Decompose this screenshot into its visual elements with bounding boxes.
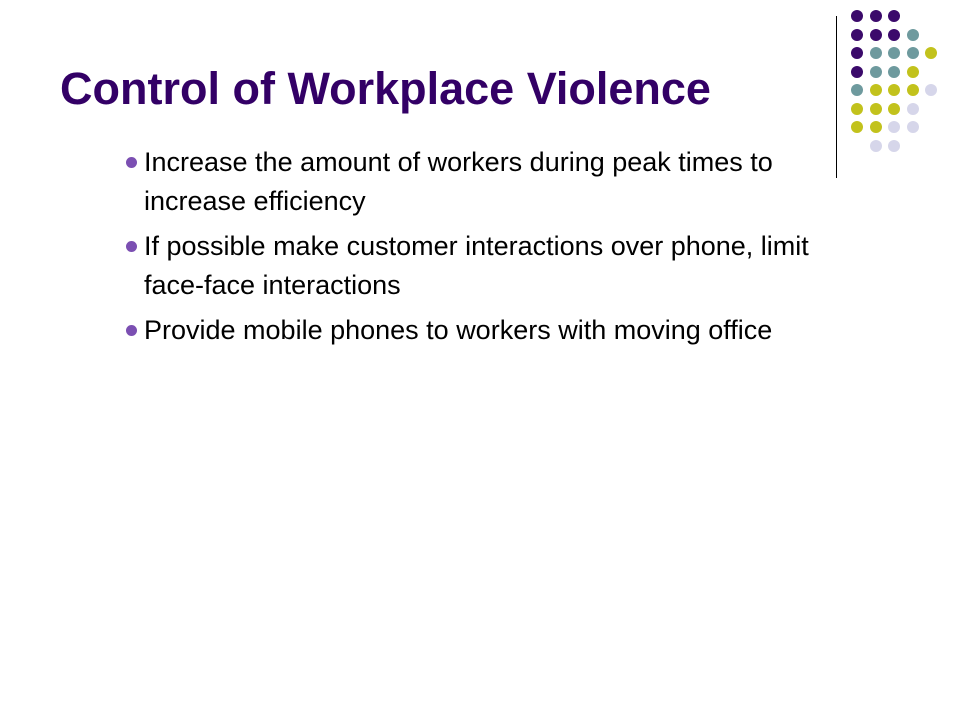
bullet-list <box>126 143 946 356</box>
decorative-dot-icon <box>851 121 863 133</box>
decorative-dot-icon <box>851 47 863 59</box>
decorative-dot-icon <box>870 66 882 78</box>
decorative-dot-icon <box>870 121 882 133</box>
bullet-text-line: If possible make customer interactions over phone, limit <box>144 231 809 261</box>
bullet-dot-icon <box>126 157 137 168</box>
decorative-dot-icon <box>870 84 882 96</box>
bullet-item <box>126 311 946 350</box>
decorative-dot-icon <box>888 10 900 22</box>
decorative-dot-icon <box>888 47 900 59</box>
bullet-item <box>126 227 946 305</box>
decorative-dot-icon <box>851 29 863 41</box>
decorative-dot-icon <box>870 103 882 115</box>
decorative-dot-icon <box>888 121 900 133</box>
bullet-text-line: Increase the amount of workers during peak times to <box>144 147 773 177</box>
decorative-dot-icon <box>907 103 919 115</box>
decorative-dot-icon <box>851 10 863 22</box>
decorative-dot-icon <box>907 47 919 59</box>
bullet-text-line: face-face interactions <box>144 270 401 300</box>
decorative-dot-icon <box>925 47 937 59</box>
bullet-dot-icon <box>126 325 137 336</box>
decorative-dot-icon <box>925 84 937 96</box>
decorative-dot-icon <box>888 84 900 96</box>
slide-title: Control of Workplace Violence <box>60 63 711 114</box>
bullet-item <box>126 143 946 221</box>
decorative-dot-icon <box>870 10 882 22</box>
decorative-dot-icon <box>907 29 919 41</box>
decorative-dot-icon <box>888 29 900 41</box>
decorative-dot-icon <box>870 47 882 59</box>
decorative-dot-icon <box>907 84 919 96</box>
decorative-dot-icon <box>851 66 863 78</box>
bullet-dot-icon <box>126 241 137 252</box>
decorative-dot-icon <box>870 29 882 41</box>
bullet-text-line: increase efficiency <box>144 186 366 216</box>
decorative-dot-icon <box>888 66 900 78</box>
decorative-dot-icon <box>907 121 919 133</box>
decorative-dot-icon <box>888 103 900 115</box>
bullet-text-line: Provide mobile phones to workers with moving office <box>144 315 773 345</box>
decorative-dot-icon <box>907 66 919 78</box>
decorative-dot-icon <box>851 103 863 115</box>
decorative-dot-icon <box>851 84 863 96</box>
